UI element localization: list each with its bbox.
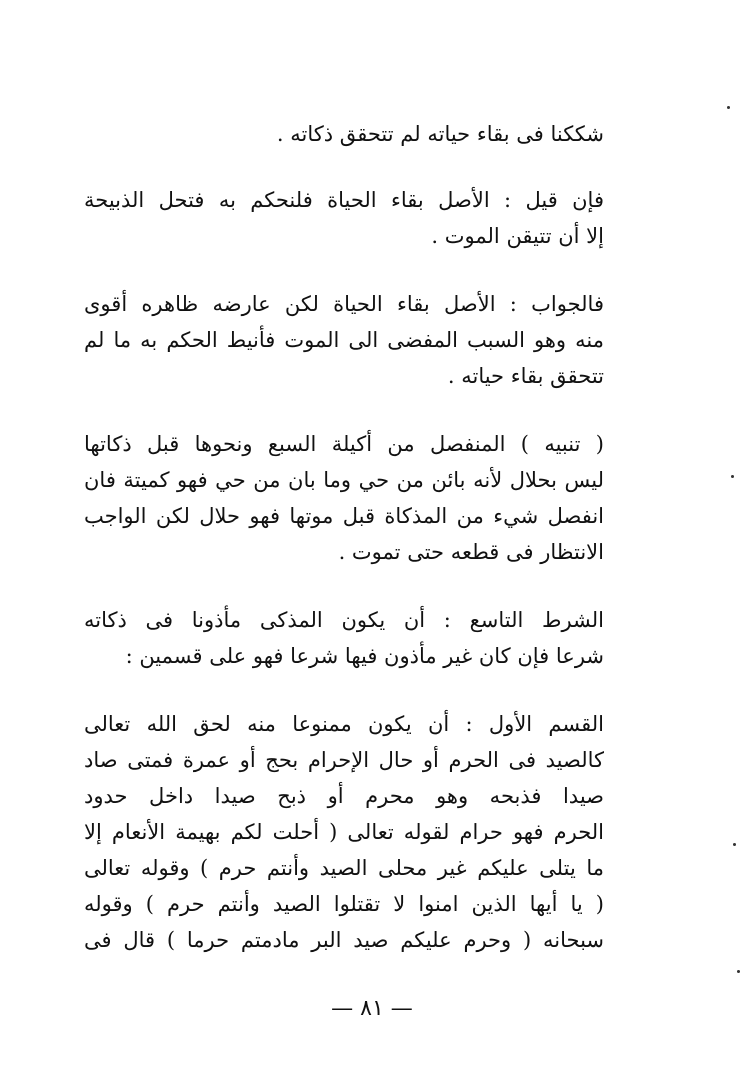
scan-dot [733,843,736,846]
text-line: إلا أن تتيقن الموت . [431,224,604,248]
text-line: القسم الأول : أن يكون ممنوعا منه لحق الله تعالى [84,712,604,736]
text-line: الحرم فهو حرام لقوله تعالى ( أحلت لكم بهيمة الأنعام إلا [84,820,604,844]
text-line: تتحقق بقاء حياته . [447,364,604,388]
text-line: ( تنبيه ) المنفصل من أكيلة السبع ونحوها قبل ذكاتها [84,432,604,456]
scan-dot [727,106,730,109]
text-line: الشرط التاسع : أن يكون المذكى مأذونا فى ذكاته [84,608,604,632]
paragraph [84,116,604,152]
paragraph [84,426,604,570]
text-line: منه وهو السبب المفضى الى الموت فأنيط الحكم به ما لم [84,328,604,352]
text-line: انفصل شيء من المذكاة قبل موتها فهو حلال لكن الواجب [84,504,604,528]
text-line: سبحانه ( وحرم عليكم صيد البر مادمتم حرما ) قال فى [84,928,604,952]
text-line: كالصيد فى الحرم أو حال الإحرام بحج أو عمرة فمتى صاد [84,748,604,772]
text-line: ( يا أيها الذين امنوا لا تقتلوا الصيد وأنتم حرم ) وقوله [84,892,604,916]
text-line: ليس بحلال لأنه بائن من حي وما بان من حي فهو كميتة فان [84,468,604,492]
scan-dot [731,475,734,478]
paragraph [84,706,604,958]
paragraph [84,286,604,394]
text-line: شككنا فى بقاء حياته لم تتحقق ذكاته . [276,122,604,146]
paragraph [84,182,604,254]
text-line: فالجواب : الأصل بقاء الحياة لكن عارضه ظاهره أقوى [84,292,604,316]
text-line: ما يتلى عليكم غير محلى الصيد وأنتم حرم ) وقوله تعالى [84,856,604,880]
document-body [84,116,604,958]
text-line: فإن قيل : الأصل بقاء الحياة فلنحكم به فتحل الذبيحة [84,188,604,212]
page-number: — ٨١ — [331,996,413,1021]
text-line: الانتظار فى قطعه حتى تموت . [338,540,604,564]
text-line: شرعا فإن كان غير مأذون فيها شرعا فهو على قسمين : [125,644,604,668]
paragraph [84,602,604,674]
scan-dot [737,970,740,973]
text-line: صيدا فذبحه وهو محرم أو ذبح صيدا داخل حدود [84,784,604,808]
